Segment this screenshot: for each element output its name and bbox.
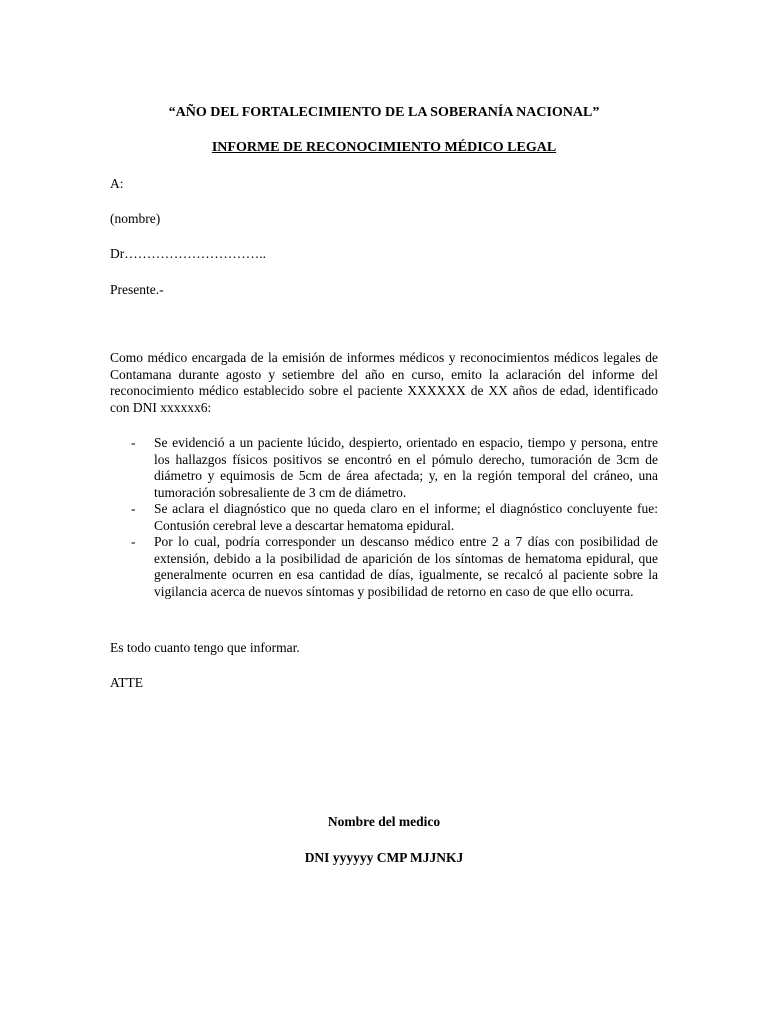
sign-off: ATTE: [110, 675, 143, 690]
document-title-text: INFORME DE RECONOCIMIENTO MÉDICO LEGAL: [211, 140, 557, 155]
finding-item: [110, 435, 658, 501]
finding-text: Por lo cual, podría corresponder un descanso médico entre 2 a 7 días con posibilidad de extensión, debido a la posibilidad de aparición de los síntomas de hematoma epidural, que generalmente ocurren en esa cantidad de días, igualmente, se recalcó al paciente sobre la vigilancia acerca de nuevos síntomas y posibilidad de retorno en caso de que ello ocurra.: [154, 534, 658, 599]
signature-name: Nombre del medico: [327, 814, 441, 829]
motto-heading: “AÑO DEL FORTALECIMIENTO DE LA SOBERANÍA NACIONAL”: [168, 105, 600, 120]
document-title: [0, 139, 768, 156]
recipient-label: A:: [110, 176, 124, 191]
bullet-marker: -: [131, 534, 136, 549]
intro-paragraph: Como médico encargada de la emisión de informes médicos y reconocimientos médicos legales de Contamana durante agosto y setiembre del año en curso, emito la aclaración del informe del reconocimiento médico establecido sobre el paciente XXXXXX de XX años de edad, identificado con DNI xxxxxx6:: [110, 350, 658, 415]
signature-ids: DNI yyyyyy CMP MJJNKJ: [304, 850, 464, 865]
bullet-marker: -: [131, 435, 136, 450]
findings-list: [110, 435, 658, 600]
greeting: Presente.-: [110, 282, 164, 297]
recipient-name: (nombre): [110, 211, 161, 226]
finding-item: [110, 534, 658, 600]
finding-item: [110, 501, 658, 534]
closing-line: Es todo cuanto tengo que informar.: [110, 640, 300, 655]
doctor-line: Dr…………………………..: [110, 246, 266, 261]
finding-text: Se evidenció a un paciente lúcido, despierto, orientado en espacio, tiempo y persona, entre los hallazgos físicos positivos se encontró en el pómulo derecho, tumoración de 3cm de diámetro y equimosis de 5cm de área afectada; y, en la región temporal del cráneo, una tumoración sobresaliente de 3 cm de diámetro.: [154, 435, 658, 500]
finding-text: Se aclara el diagnóstico que no queda claro en el informe; el diagnóstico concluyente fue: Contusión cerebral leve a descartar hematoma epidural.: [154, 501, 658, 533]
bullet-marker: -: [131, 501, 136, 516]
